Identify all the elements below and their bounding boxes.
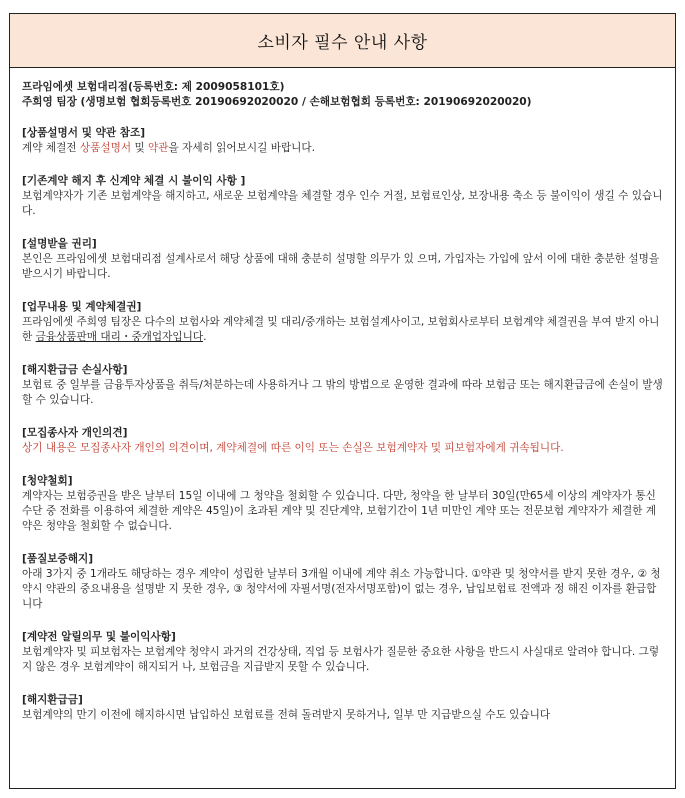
terms-text: 약관 <box>148 142 169 154</box>
section-title: [설명받을 권리] <box>22 238 97 250</box>
section-body: 보험계약자가 기존 보험계약을 해지하고, 새로운 보험계약을 체결할 경우 인수 거절, 보험료인상, 보장내용 축소 등 불이익이 생길 수 있습니다. <box>22 190 663 217</box>
section-title: [해지환급금] <box>22 694 83 706</box>
body-text: 을 자세히 읽어보시길 바랍니다. <box>168 142 316 154</box>
section-title: [상품설명서 및 약관 참조] <box>22 127 146 139</box>
section-body <box>22 315 663 345</box>
section-surrender-loss <box>22 363 663 408</box>
section-title: [계약전 알릴의무 및 불이익사항] <box>22 631 176 643</box>
section-body: 상기 내용은 모집종사자 개인의 의견이며, 계약체결에 따른 이익 또는 손실은 보험계약자 및 피보험자에게 귀속됩니다. <box>22 442 564 454</box>
section-quality-guarantee <box>22 552 663 612</box>
section-body: 보험료 중 일부를 금융투자상품을 취득/처분하는데 사용하거나 그 밖의 방법으로 운영한 결과에 따라 보험금 또는 해지환급금에 손실이 발생할 수 있습니다. <box>22 379 663 406</box>
section-disclosure-duty <box>22 630 663 675</box>
section-title: [기존계약 해지 후 신계약 체결 시 불이익 사항 ] <box>22 175 246 187</box>
section-contract-replacement <box>22 174 663 219</box>
body-text: 계약 체결전 <box>22 142 80 154</box>
section-surrender-value <box>22 693 663 723</box>
agency-registration: 프라임에셋 보험대리점(등록번호: 제 2009058101호) <box>22 81 285 93</box>
section-cancellation <box>22 474 663 534</box>
agent-status-text: 금융상품판매 대리・중개업자입니다 <box>35 331 204 343</box>
section-body: 보험계약자 및 피보험자는 보험계약 청약시 과거의 건강상태, 직업 등 보험사가 질문한 중요한 사항을 반드시 사실대로 알려야 합니다. 그렇지 않은 경우 보험계약이 해지되거 나, 보험금을 지급받지 못할 수 있습니다. <box>22 646 660 673</box>
agency-info <box>22 80 663 110</box>
section-title: [해지환급금 손실사항] <box>22 364 128 376</box>
section-body: 보험계약의 만기 이전에 해지하시면 납입하신 보험료를 전혀 돌려받지 못하거나, 일부 만 지급받으실 수도 있습니다 <box>22 709 551 721</box>
body-text: 프라임에셋 주희영 팀장은 다수의 보험사와 계약체결 및 대리/중개하는 보험설계사이고, 보험회사로부터 보험계약 체결권을 부여 받지 아니한 <box>22 316 660 343</box>
section-title: [업무내용 및 계약체결권] <box>22 301 142 313</box>
agent-registration: 주희영 팀장 (생명보험 협회등록번호 20190692020020 / 손해보험협회 등록번호: 20190692020020) <box>22 96 532 108</box>
section-body: 아래 3가지 중 1개라도 해당하는 경우 계약이 성립한 날부터 3개월 이내에 계약 취소 가능합니다. ①약관 및 청약서를 받지 못한 경우, ② 청약시 약관의 중요내용을 설명받 지 못한 경우, ③ 청약서에 자필서명(전자서명포함)이 없는 경우, 납입보험료 전액과 정 해진 이자를 환급합니다 <box>22 568 661 610</box>
section-business-scope <box>22 300 663 345</box>
body-text: 및 <box>131 142 149 154</box>
section-body: 계약자는 보험증권을 받은 날부터 15일 이내에 그 청약을 철회할 수 있습니다. 다만, 청약을 한 날부터 30일(만65세 이상의 계약자가 통신수단 중 전화를 이용하여 체결한 계약은 45일)이 초과된 계약 및 진단계약, 보험기간이 1년 미만인 계약 또는 전문보험 계약자가 체결한 계약은 청약을 철회할 수 없습니다. <box>22 490 657 532</box>
section-right-to-explanation <box>22 237 663 282</box>
section-title: [모집종사자 개인의견] <box>22 427 128 439</box>
body-text: . <box>203 331 207 343</box>
notice-content <box>10 68 675 723</box>
section-title: [품질보증해지] <box>22 553 94 565</box>
page-title: 소비자 필수 안내 사항 <box>257 33 428 53</box>
section-body: 본인은 프라임에셋 보험대리점 설계사로서 해당 상품에 대해 충분히 설명할 의무가 있 으며, 가입자는 가입에 앞서 이에 대한 충분한 설명을 받으시기 바랍니다. <box>22 253 660 280</box>
title-bar <box>10 14 675 68</box>
section-product-docs <box>22 126 663 156</box>
section-body <box>22 141 663 156</box>
product-manual-text: 상품설명서 <box>79 142 132 154</box>
section-personal-opinion <box>22 426 663 456</box>
section-title: [청약철회] <box>22 475 73 487</box>
notice-box <box>9 13 676 789</box>
